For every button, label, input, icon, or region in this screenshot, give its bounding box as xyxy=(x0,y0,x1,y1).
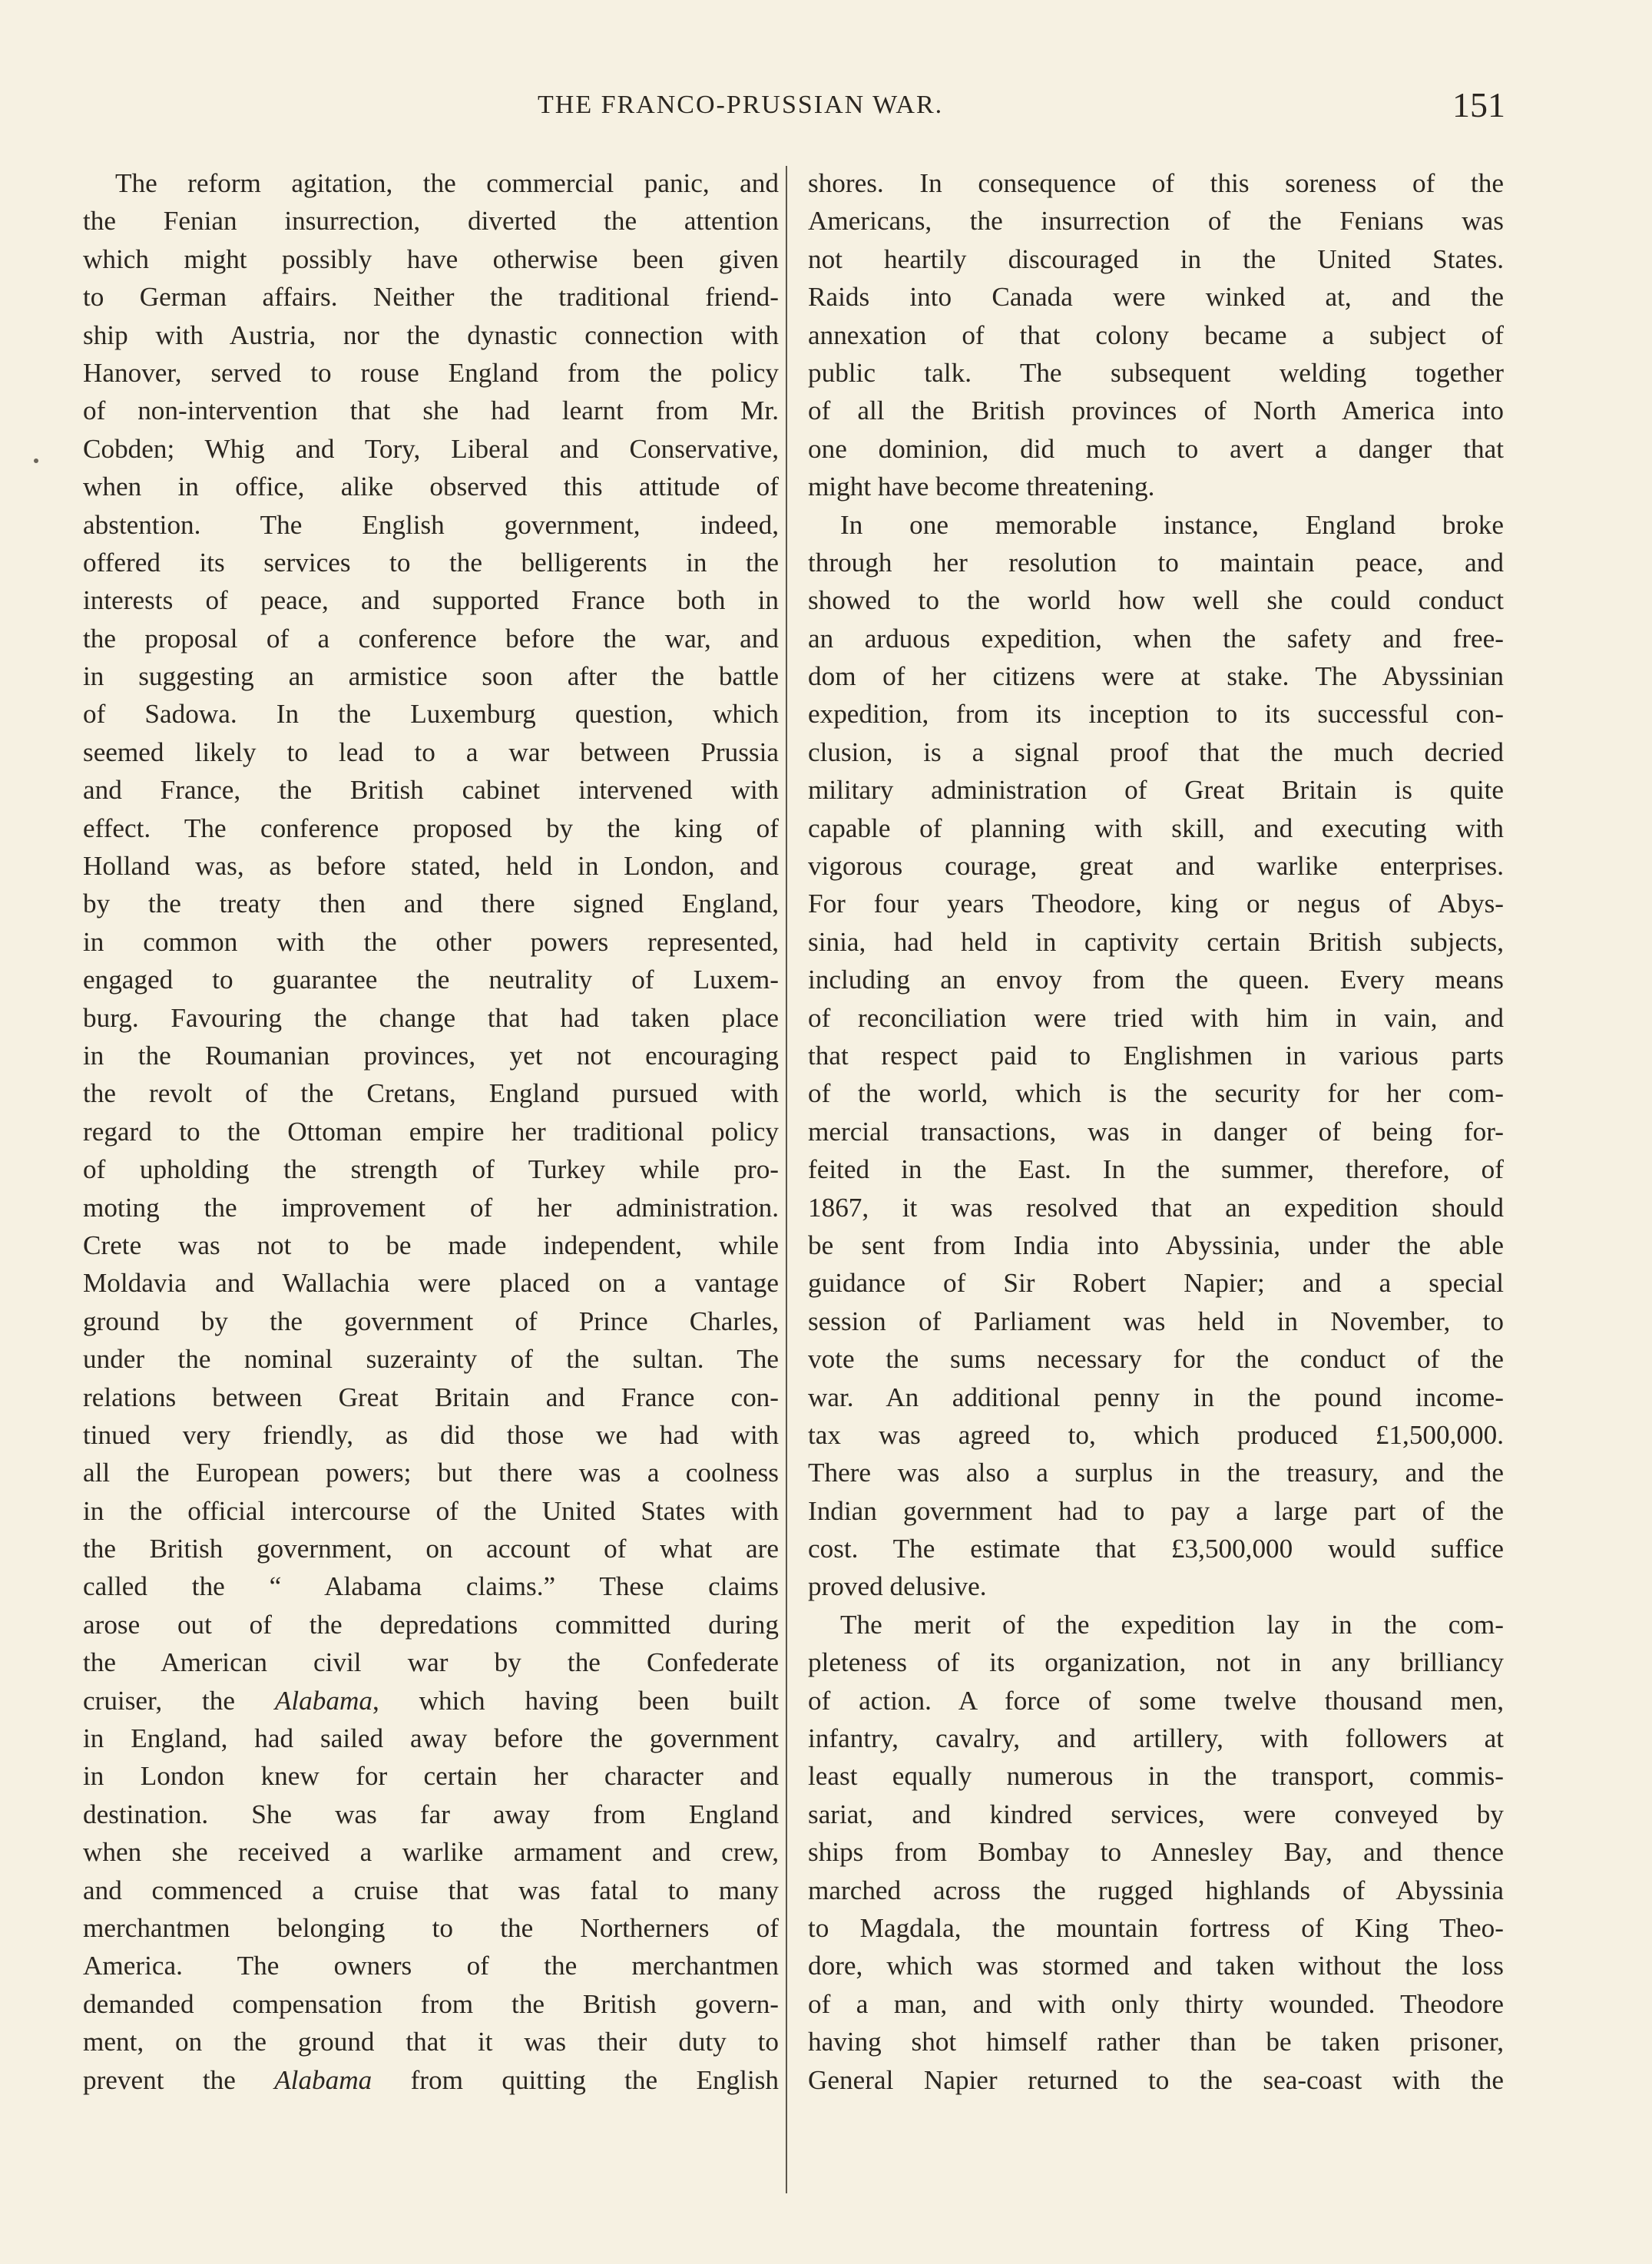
ship-name: Alabama xyxy=(274,2064,372,2095)
running-title: THE FRANCO-PRUSSIAN WAR. xyxy=(538,91,944,119)
text-line: of action. A force of some twelve thousand men, xyxy=(808,1685,1504,1716)
text-line: all the European powers; but there was a coolness xyxy=(83,1458,779,1488)
text-line: cruiser, the Alabama, which having been built xyxy=(83,1685,779,1716)
text-line: 1867, it was resolved that an expedition should xyxy=(808,1192,1504,1223)
text-line: capable of planning with skill, and executing with xyxy=(808,813,1504,843)
text-line: seemed likely to lead to a war between Prussia xyxy=(83,736,779,767)
text-line: infantry, cavalry, and artillery, with followers at xyxy=(808,1723,1504,1754)
text-line: called the “ Alabama claims.” These claims xyxy=(83,1571,779,1602)
text-line: which might possibly have otherwise been given xyxy=(83,243,779,274)
text-line: the American civil war by the Confederate xyxy=(83,1647,779,1678)
text-line: military administration of Great Britain is quite xyxy=(808,775,1504,806)
text-line: merchantmen belonging to the Northerners of xyxy=(83,1912,779,1943)
text-line: prevent the Alabama from quitting the English xyxy=(83,2064,779,2095)
text-line: of a man, and with only thirty wounded. Theodore xyxy=(808,1988,1504,2019)
text-line: proved delusive. xyxy=(808,1571,987,1602)
text-line: might have become threatening. xyxy=(808,472,1155,502)
text-line: in the Roumanian provinces, yet not encouraging xyxy=(83,1040,779,1071)
text-line: marched across the rugged highlands of Abyssinia xyxy=(808,1875,1504,1905)
text-line: session of Parliament was held in November, to xyxy=(808,1306,1504,1336)
text-line: be sent from India into Abyssinia, under the able xyxy=(808,1230,1504,1260)
text-line: under the nominal suzerainty of the sultan. The xyxy=(83,1344,779,1375)
text-line: arose out of the depredations committed during xyxy=(83,1609,779,1640)
text-line: least equally numerous in the transport, commis- xyxy=(808,1761,1504,1792)
text-line: the revolt of the Cretans, England pursued with xyxy=(83,1078,779,1109)
text-line: not heartily discouraged in the United States. xyxy=(808,243,1504,274)
text-line: of all the British provinces of North America into xyxy=(808,396,1504,426)
text-line: engaged to guarantee the neutrality of Luxem- xyxy=(83,965,779,995)
text-line: guidance of Sir Robert Napier; and a special xyxy=(808,1268,1504,1299)
text-line: mercial transactions, was in danger of being for- xyxy=(808,1116,1504,1147)
text-line: offered its services to the belligerents in the xyxy=(83,547,779,578)
text-line: pleteness of its organization, not in any brilliancy xyxy=(808,1647,1504,1678)
text-line: of reconciliation were tried with him in vain, and xyxy=(808,1002,1504,1033)
text-line: sariat, and kindred services, were conveyed by xyxy=(808,1799,1504,1829)
text-line: tax was agreed to, which produced £1,500,000. xyxy=(808,1419,1504,1450)
text-line: cost. The estimate that £3,500,000 would suffice xyxy=(808,1534,1504,1564)
text-line: demanded compensation from the British govern- xyxy=(83,1988,779,2019)
running-head xyxy=(538,85,1505,137)
text-line: The merit of the expedition lay in the com- xyxy=(840,1609,1504,1640)
text-line: the British government, on account of what are xyxy=(83,1534,779,1564)
text-line: dore, which was stormed and taken without the loss xyxy=(808,1951,1504,1981)
text-line: through her resolution to maintain peace, and xyxy=(808,547,1504,578)
text-line: relations between Great Britain and France con- xyxy=(83,1382,779,1412)
text-line: shores. In consequence of this soreness of the xyxy=(808,168,1504,198)
text-line: of non-intervention that she had learnt from Mr. xyxy=(83,396,779,426)
text-line: ship with Austria, nor the dynastic connection with xyxy=(83,319,779,350)
text-line: Moldavia and Wallachia were placed on a vantage xyxy=(83,1268,779,1299)
text-line: vote the sums necessary for the conduct of the xyxy=(808,1344,1504,1375)
text-line: ment, on the ground that it was their duty to xyxy=(83,2027,779,2057)
text-line: regard to the Ottoman empire her traditional policy xyxy=(83,1116,779,1147)
text-line: abstention. The English government, indeed, xyxy=(83,509,779,540)
text-line: For four years Theodore, king or negus of Abys- xyxy=(808,889,1504,919)
text-line: in England, had sailed away before the government xyxy=(83,1723,779,1754)
text-line: of Sadowa. In the Luxemburg question, which xyxy=(83,699,779,730)
text-line: an arduous expedition, when the safety and free- xyxy=(808,623,1504,654)
text-line: dom of her citizens were at stake. The Abyssinian xyxy=(808,661,1504,692)
text-line: tinued very friendly, as did those we had with xyxy=(83,1419,779,1450)
text-line: America. The owners of the merchantmen xyxy=(83,1951,779,1981)
text-line: In one memorable instance, England broke xyxy=(840,509,1504,540)
text-line: and France, the British cabinet intervened with xyxy=(83,775,779,806)
text-line: expedition, from its inception to its successful con- xyxy=(808,699,1504,730)
margin-dot xyxy=(34,458,38,463)
page-number: 151 xyxy=(1452,85,1505,124)
text-line: of the world, which is the security for her com- xyxy=(808,1078,1504,1109)
text-line: that respect paid to Englishmen in various parts xyxy=(808,1040,1504,1071)
text-line: Hanover, served to rouse England from the policy xyxy=(83,357,779,388)
text-line: Cobden; Whig and Tory, Liberal and Conservative, xyxy=(83,433,779,464)
text-line: the Fenian insurrection, diverted the attention xyxy=(83,206,779,237)
column-divider xyxy=(786,166,787,2193)
text-line: to German affairs. Neither the traditional friend- xyxy=(83,282,779,313)
text-line: feited in the East. In the summer, therefore, of xyxy=(808,1154,1504,1185)
text-line: showed to the world how well she could conduct xyxy=(808,585,1504,616)
text-line: Crete was not to be made independent, while xyxy=(83,1230,779,1260)
text-line: Holland was, as before stated, held in London, and xyxy=(83,851,779,882)
text-line: clusion, is a signal proof that the much decried xyxy=(808,736,1504,767)
text-line: including an envoy from the queen. Every means xyxy=(808,965,1504,995)
text-line: moting the improvement of her administration. xyxy=(83,1192,779,1223)
text-line: burg. Favouring the change that had taken place xyxy=(83,1002,779,1033)
text-line: Indian government had to pay a large part of the xyxy=(808,1495,1504,1526)
text-line: of upholding the strength of Turkey while pro- xyxy=(83,1154,779,1185)
text-line: The reform agitation, the commercial panic, and xyxy=(115,168,779,198)
text-line: in common with the other powers represented, xyxy=(83,926,779,957)
text-line: ships from Bombay to Annesley Bay, and thence xyxy=(808,1837,1504,1868)
text-line: effect. The conference proposed by the king of xyxy=(83,813,779,843)
text-line: sinia, had held in captivity certain British subjects, xyxy=(808,926,1504,957)
text-line: public talk. The subsequent welding together xyxy=(808,357,1504,388)
text-line: when she received a warlike armament and crew, xyxy=(83,1837,779,1868)
text-line: and commenced a cruise that was fatal to many xyxy=(83,1875,779,1905)
ship-name: Alabama xyxy=(274,1685,372,1716)
text-line: Raids into Canada were winked at, and the xyxy=(808,282,1504,313)
text-line: Americans, the insurrection of the Fenians was xyxy=(808,206,1504,237)
text-line: one dominion, did much to avert a danger that xyxy=(808,433,1504,464)
text-line: ground by the government of Prince Charles, xyxy=(83,1306,779,1336)
text-line: to Magdala, the mountain fortress of King Theo- xyxy=(808,1912,1504,1943)
right-column xyxy=(808,164,1504,2099)
text-line: in London knew for certain her character and xyxy=(83,1761,779,1792)
text-line: destination. She was far away from England xyxy=(83,1799,779,1829)
text-line: There was also a surplus in the treasury, and the xyxy=(808,1458,1504,1488)
text-line: vigorous courage, great and warlike enterprises. xyxy=(808,851,1504,882)
text-line: in suggesting an armistice soon after the battle xyxy=(83,661,779,692)
text-line: having shot himself rather than be taken prisoner, xyxy=(808,2027,1504,2057)
left-column xyxy=(83,164,779,2099)
text-line: when in office, alike observed this attitude of xyxy=(83,472,779,502)
text-line: annexation of that colony became a subject of xyxy=(808,319,1504,350)
text-line: by the treaty then and there signed England, xyxy=(83,889,779,919)
text-line: General Napier returned to the sea-coast with the xyxy=(808,2064,1504,2095)
text-line: war. An additional penny in the pound income- xyxy=(808,1382,1504,1412)
text-line: in the official intercourse of the United States with xyxy=(83,1495,779,1526)
text-line: the proposal of a conference before the war, and xyxy=(83,623,779,654)
text-line: interests of peace, and supported France both in xyxy=(83,585,779,616)
